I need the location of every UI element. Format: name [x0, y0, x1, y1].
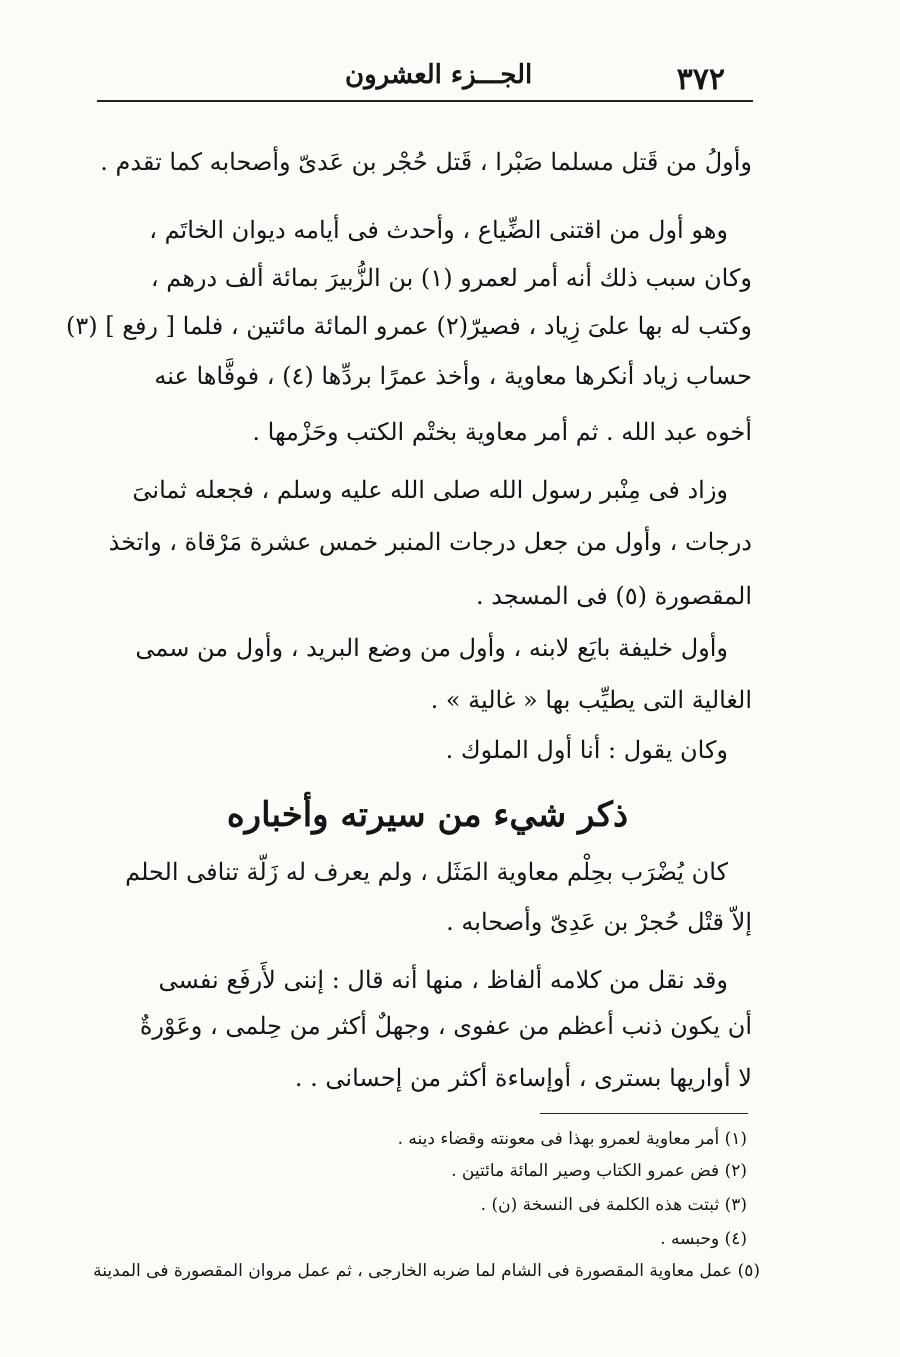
footnote: (١) أمر معاوية لعمرو بهذا فى معونته وقضاء دينه .	[397, 1129, 747, 1149]
footnote: (٥) عمل معاوية المقصورة فى الشام لما ضربه الخارجى ، ثم عمل مروان المقصورة فى المدينة	[93, 1261, 760, 1281]
section-heading: ذكر شيء من سيرته وأخباره	[226, 795, 629, 835]
text-line: المقصورة (٥) فى المسجد .	[476, 582, 752, 610]
text-line: كان يُضْرَب بحِلْم معاوية المَثَل ، ولم يعرف له زَلّة تنافى الحلم	[125, 858, 728, 886]
text-line: وكتب له بها علىَ زِياد ، فصيرّ(٢) عمرو المائة مائتين ، فلما [ رفع ] (٣)	[65, 312, 752, 340]
page-number: ٣٧٢	[676, 61, 725, 97]
text-line: وقد نقل من كلامه ألفاظ ، منها أنه قال : إننى لأَرفَع نفسى	[158, 966, 728, 994]
text-line: وزاد فى مِنْبر رسول الله صلى الله عليه وسلم ، فجعله ثمانىَ	[132, 476, 728, 504]
text-line: الغالية التى يطيِّب بها « غالية » .	[430, 686, 752, 714]
text-line: درجات ، وأول من جعل درجات المنبر خمس عشرة مَرْقاة ، واتخذ	[108, 528, 752, 556]
text-line: وكان سبب ذلك أنه أمر لعمرو (١) بن الزُّبيرَ بمائة ألف درهم ،	[150, 264, 752, 292]
footnote: (٣) ثبتت هذه الكلمة فى النسخة (ن) .	[480, 1195, 747, 1215]
text-line: وكان يقول : أنا أول الملوك .	[445, 736, 728, 764]
text-line: إلاّ قتْل حُجرْ بن عَدِىّ وأصحابه .	[446, 908, 752, 936]
text-line: لا أواريها بسترى ، أوإساءة أكثر من إحسانى . .	[294, 1064, 752, 1092]
text-line: وهو أول من اقتنى الضِّياع ، وأحدث فى أيامه ديوان الخاتَم ،	[149, 216, 728, 244]
text-line: وأول خليفة بايَع لابنه ، وأول من وضع البريد ، وأول من سمى	[135, 634, 728, 662]
running-title: الجـــزء العشرون	[345, 60, 533, 90]
text-line: حساب زياد أنكرها معاوية ، وأخذ عمرًا بردِّها (٤) ، فوفَّاها عنه	[154, 362, 752, 390]
page-header	[97, 58, 753, 102]
footnote-divider	[540, 1113, 748, 1114]
footnote: (٢) فض عمرو الكتاب وصير المائة مائتين .	[451, 1161, 747, 1181]
text-line: أخوه عبد الله . ثم أمر معاوية بختْم الكتب وحَزْمها .	[252, 418, 752, 446]
footnote: (٤) وحبسه .	[660, 1229, 747, 1249]
text-line: وأولُ من قَتل مسلما صَبْرا ، قَتل حُجْر بن عَدىّ وأصحابه كما تقدم .	[100, 148, 752, 176]
text-line: أن يكون ذنب أعظم من عفوى ، وجهلٌ أكثر من حِلمى ، وعَوْرةٌ	[139, 1012, 752, 1040]
